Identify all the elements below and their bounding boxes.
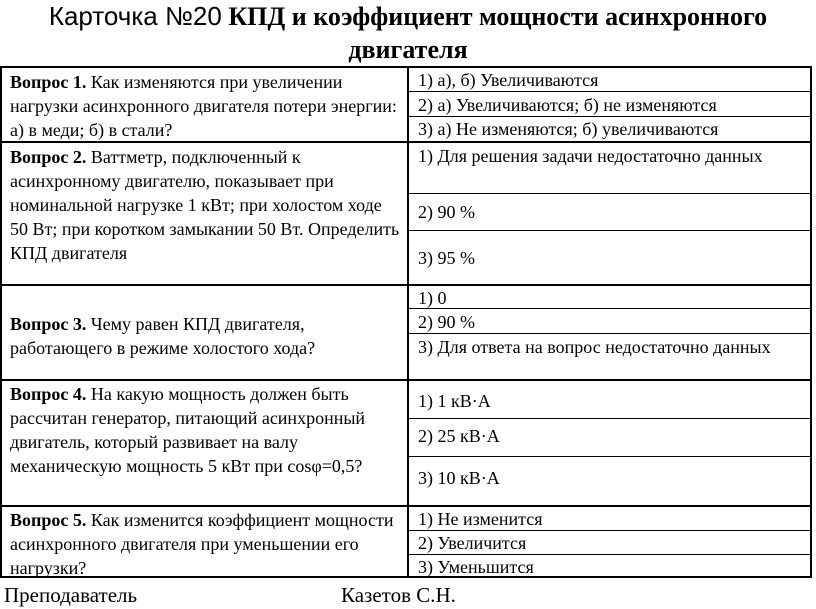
answer-option: 3) 10 кВ·А	[418, 468, 500, 488]
row-divider	[2, 379, 810, 381]
answer-option: 2) 25 кВ·А	[418, 426, 500, 446]
card-title	[0, 0, 816, 66]
question-label: Вопрос 5.	[10, 510, 87, 530]
answer-divider	[409, 418, 810, 419]
answer-divider	[409, 333, 810, 334]
question-label: Вопрос 1.	[10, 72, 87, 92]
question-2	[10, 145, 402, 265]
teacher-label: Преподаватель	[4, 583, 138, 607]
answer-divider	[409, 456, 810, 457]
answer-option: 3) Уменьшится	[418, 557, 534, 577]
card-topic: КПД и коэффициент мощности асинхронного	[228, 2, 768, 31]
answer-divider	[409, 230, 810, 231]
question-label: Вопрос 4.	[10, 384, 87, 404]
question-5	[10, 508, 402, 580]
answer-divider	[409, 530, 810, 531]
question-label: Вопрос 2.	[10, 147, 87, 167]
teacher-name: Казетов С.Н.	[341, 583, 456, 607]
question-text: Чему равен КПД двигателя, работающего в режиме холостого хода?	[10, 314, 316, 358]
question-text: На какую мощность должен быть рассчитан генератор, питающий асинхронный двигатель, который развивает на валу механическую мощность 5 кВт при cosφ=0,5?	[10, 384, 366, 476]
answer-option: 1) Не изменится	[418, 509, 543, 529]
question-text: Ваттметр, подключенный к асинхронному двигателю, показывает при номинальной нагрузке 1 кВт; при холостом ходе 50 Вт; при коротком замыкании 50 Вт. Определить КПД двигателя	[10, 147, 400, 263]
card-number: Карточка №20	[48, 1, 222, 31]
answer-option: 3) Для ответа на вопрос недостаточно данных	[418, 337, 771, 357]
column-divider	[407, 68, 409, 576]
answer-option: 3) 95 %	[418, 248, 475, 268]
question-text: Как изменяются при увеличении нагрузки асинхронного двигателя потери энергии: а) в меди; б) в стали?	[10, 72, 397, 140]
answer-option: 2) 90 %	[418, 202, 475, 222]
question-label: Вопрос 3.	[10, 314, 87, 334]
answer-option: 1) 0	[418, 288, 447, 308]
question-3	[10, 312, 402, 360]
question-text: Как изменится коэффициент мощности асинхронного двигателя при уменьшении его нагрузки?	[10, 510, 394, 578]
question-1	[10, 70, 402, 142]
answer-option: 1) 1 кВ·А	[418, 391, 491, 411]
answer-divider	[409, 554, 810, 555]
answer-divider	[409, 193, 810, 194]
answer-option: 1) а), б) Увеличиваются	[418, 70, 599, 90]
answer-option: 2) Увеличится	[418, 533, 527, 553]
answer-option: 2) а) Увеличиваются; б) не изменяются	[418, 95, 717, 115]
card-topic-line2: двигателя	[348, 35, 468, 64]
answer-divider	[409, 91, 810, 92]
answer-option: 3) а) Не изменяются; б) увеличиваются	[418, 119, 719, 139]
question-4	[10, 382, 402, 478]
quiz-table	[0, 66, 812, 578]
row-divider	[2, 284, 810, 286]
row-divider	[2, 505, 810, 507]
answer-option: 2) 90 %	[418, 312, 475, 332]
answer-option: 1) Для решения задачи недостаточно данных	[418, 146, 763, 166]
answer-divider	[409, 116, 810, 117]
card-title-line1	[0, 0, 816, 33]
